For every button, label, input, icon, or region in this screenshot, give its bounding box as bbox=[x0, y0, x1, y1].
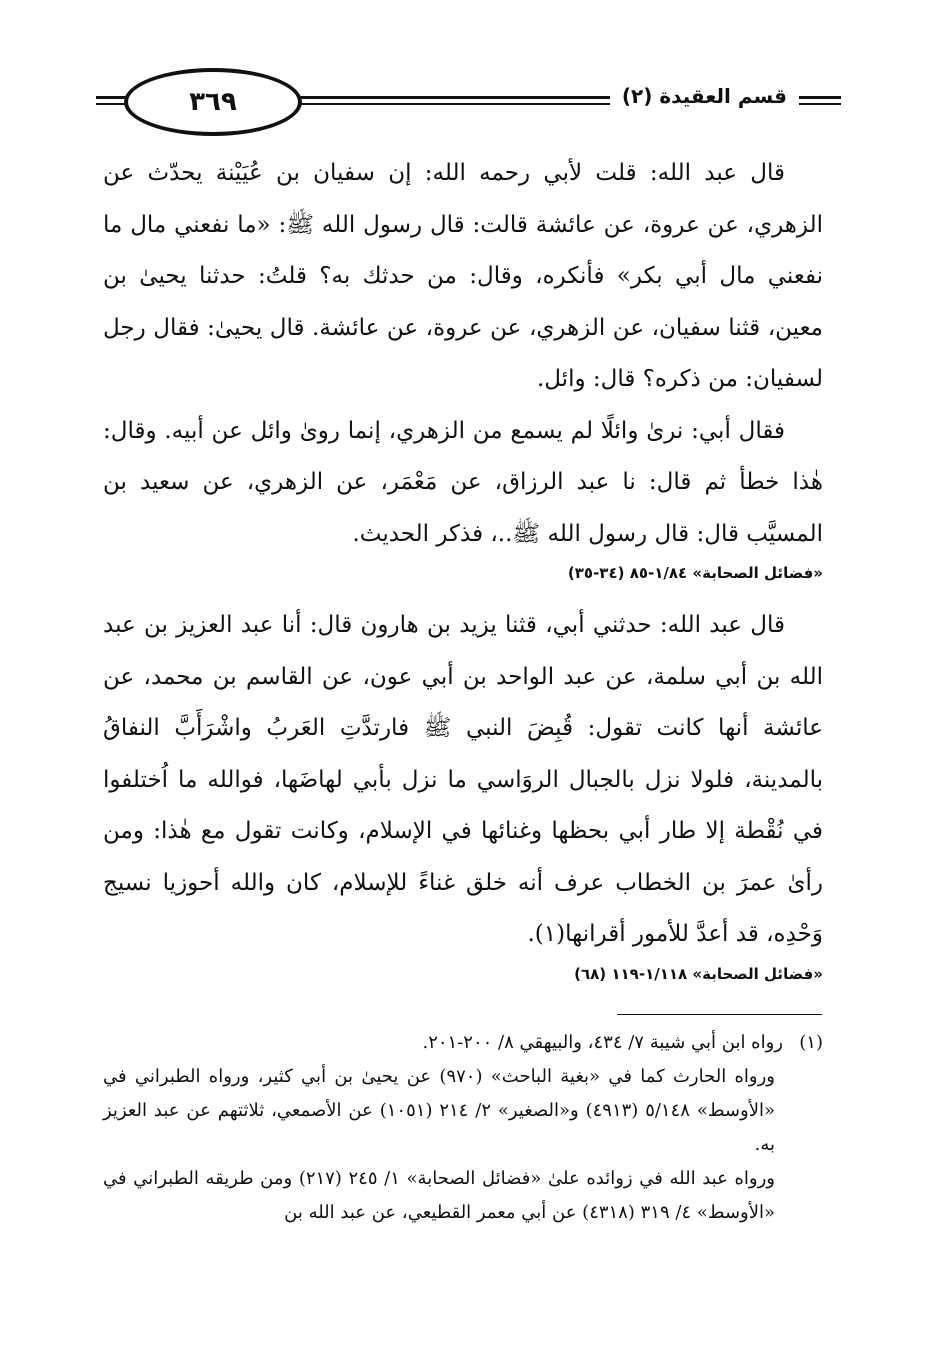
entry-1 bbox=[103, 148, 823, 586]
page-number: ٣٦٩ bbox=[189, 87, 237, 117]
entry-1-paragraph-1: قال عبد الله: قلت لأبي رحمه الله: إن سفيان بن عُيَيْنة يحدّث عن الزهري، عن عروة، عن عائشة قالت: قال رسول الله ﷺ: «ما نفعني مال ما نفعني مال أبي بكر» فأنكره، وقال: من حدثك به؟ قلتُ: حدثنا يحيىٰ بن معين، قثنا سفيان، عن الزهري، عن عروة، عن عائشة. قال يحيىٰ: فقال رجل لسفيان: من ذكره؟ قال: وائل. bbox=[103, 160, 823, 392]
footnote-text: رواه ابن أبي شيبة ٧/ ٤٣٤، والبيهقي ٨/ ٢٠٠-٢٠١. bbox=[422, 1032, 783, 1053]
entry-2-source: «فضائل الصحابة» ١/١١٨-١١٩ (٦٨) bbox=[574, 964, 823, 983]
footnotes bbox=[103, 1026, 823, 1230]
entry-1-source: «فضائل الصحابة» ١/٨٤-٨٥ (٣٤-٣٥) bbox=[567, 564, 823, 582]
footnote-marker: (١) bbox=[799, 1032, 823, 1053]
footnote-1-line-2: ورواه الحارث كما في «بغية الباحث» (٩٧٠) عن يحيىٰ بن أبي كثير، ورواه الطبراني في «الأوسط» ٥/١٤٨ (٤٩١٣) و«الصغير» ٢/ ٢١٤ (١٠٥١) عن الأصمعي، ثلاثتهم عن عبد العزيز به. bbox=[103, 1066, 775, 1155]
page-header bbox=[96, 62, 841, 142]
section-title: قسم العقيدة (٢) bbox=[610, 84, 799, 108]
entry-1-paragraph-2: فقال أبي: نرىٰ وائلًا لم يسمع من الزهري، إنما روىٰ وائل عن أبيه. وقال: هٰذا خطأ ثم قال: نا عبد الرزاق، عن مَعْمَر، عن الزهري، عن سعيد بن المسيَّب قال: قال رسول الله ﷺ..، فذكر الحديث. bbox=[103, 417, 823, 547]
entry-2-paragraph-1: قال عبد الله: حدثني أبي، قثنا يزيد بن هارون قال: أنا عبد العزيز بن عبد الله بن أبي سلمة، عن عبد الواحد بن أبي عون، عن القاسم بن محمد، عن عائشة أنها كانت تقول: قُبِضَ النبي ﷺ فارتدَّتِ العَربُ واشْرَأَبَّ النفاقُ بالمدينة، فلولا نزل بالجبال الروَاسي ما نزل بأبي لهاضَها، فوالله ما اُختلفوا في نُقْطة إلا طار أبي بحظها وغنائها في الإسلام، وكانت تقول مع هٰذا: ومن رأىٰ عمرَ بن الخطاب عرف أنه خلق غناءً للإسلام، كان والله أحوزيا نسيج وَحْدِه، قد أعدَّ للأمور أقرانها(١). bbox=[103, 612, 823, 947]
footnote-1-line-3: ورواه عبد الله في زوائده علىٰ «فضائل الصحابة» ١/ ٢٤٥ (٢١٧) ومن طريقه الطبراني في «الأوسط» ٤/ ٣١٩ (٤٣١٨) عن أبي معمر القطيعي، عن عبد الله بن bbox=[103, 1168, 775, 1223]
entry-2 bbox=[103, 600, 823, 987]
footnote-1-line-1 bbox=[103, 1026, 823, 1060]
page-number-oval bbox=[124, 68, 302, 136]
footnote-separator bbox=[617, 1014, 822, 1015]
